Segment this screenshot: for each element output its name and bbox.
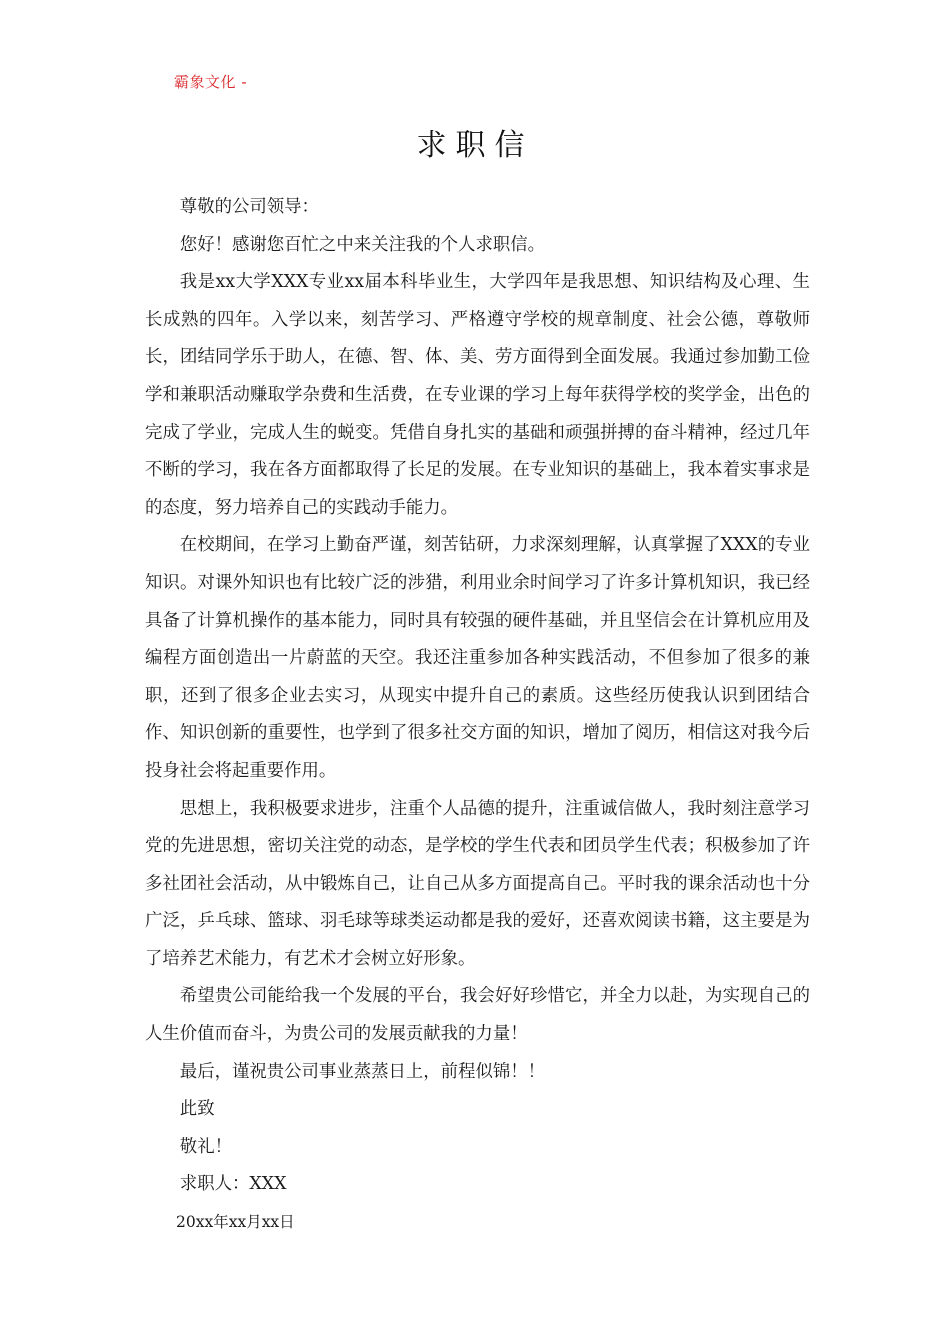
closing-salute: 敬礼！ bbox=[179, 1136, 232, 1157]
body-paragraph: 在校期间，在学习上勤奋严谨，刻苦钻研，力求深刻理解，认真掌握了XXX的专业知识。对课外知识也有比较广泛的涉猎，利用业余时间学习了许多计算机知识，我已经具备了计算机操作的基本能力，同时具有较强的硬件基础，并且坚信会在计算机应用及编程方面创造出一片蔚蓝的天空。我还注重参加各种实践活动，不但参加了很多的兼职，还到了很多企业去实习，从现实中提升自己的素质。这些经历使我认识到团结合作、知识创新的重要性，也学到了很多社交方面的知识，增加了阅历，相信这对我今后投身社会将起重要作用。 bbox=[145, 535, 810, 781]
page-title: 求职信 bbox=[416, 128, 534, 163]
closing-wish: 最后，谨祝贵公司事业蒸蒸日上，前程似锦！！ bbox=[179, 1061, 546, 1082]
letter-body bbox=[145, 189, 810, 1242]
body-paragraph: 希望贵公司能给我一个发展的平台，我会好好珍惜它，并全力以赴，为实现自己的人生价值而奋斗，为贵公司的发展贡献我的力量！ bbox=[145, 986, 810, 1045]
salutation: 尊敬的公司领导： bbox=[179, 197, 319, 217]
body-paragraph: 思想上，我积极要求进步，注重个人品德的提升，注重诚信做人，我时刻注意学习党的先进思想，密切关注党的动态，是学校的学生代表和团员学生代表；积极参加了许多社团社会活动，从中锻炼自己，让自己从多方面提高自己。平时我的课余活动也十分广泛，乒乓球、篮球、羽毛球等球类运动都是我的爱好，还喜欢阅读书籍，这主要是为了培养艺术能力，有艺术才会树立好形象。 bbox=[145, 798, 810, 969]
body-paragraph: 我是xx大学XXX专业xx届本科毕业生，大学四年是我思想、知识结构及心理、生长成熟的四年。入学以来，刻苦学习、严格遵守学校的规章制度、社会公德，尊敬师长，团结同学乐于助人，在德、智、体、美、劳方面得到全面发展。我通过参加勤工俭学和兼职活动赚取学杂费和生活费，在专业课的学习上每年获得学校的奖学金，出色的完成了学业，完成人生的蜕变。凭借自身扎实的基础和顽强拼搏的奋斗精神，经过几年不断的学习，我在各方面都取得了长足的发展。在专业知识的基础上，我本着实事求是的态度，努力培养自己的实践动手能力。 bbox=[145, 272, 810, 518]
date: 20xx年xx月xx日 bbox=[176, 1213, 295, 1232]
closing-line: 此致 bbox=[179, 1099, 215, 1120]
watermark-text: 霸象文化 - bbox=[174, 73, 248, 91]
greeting: 您好！感谢您百忙之中来关注我的个人求职信。 bbox=[179, 234, 546, 255]
signature: 求职人：XXX bbox=[179, 1174, 287, 1195]
